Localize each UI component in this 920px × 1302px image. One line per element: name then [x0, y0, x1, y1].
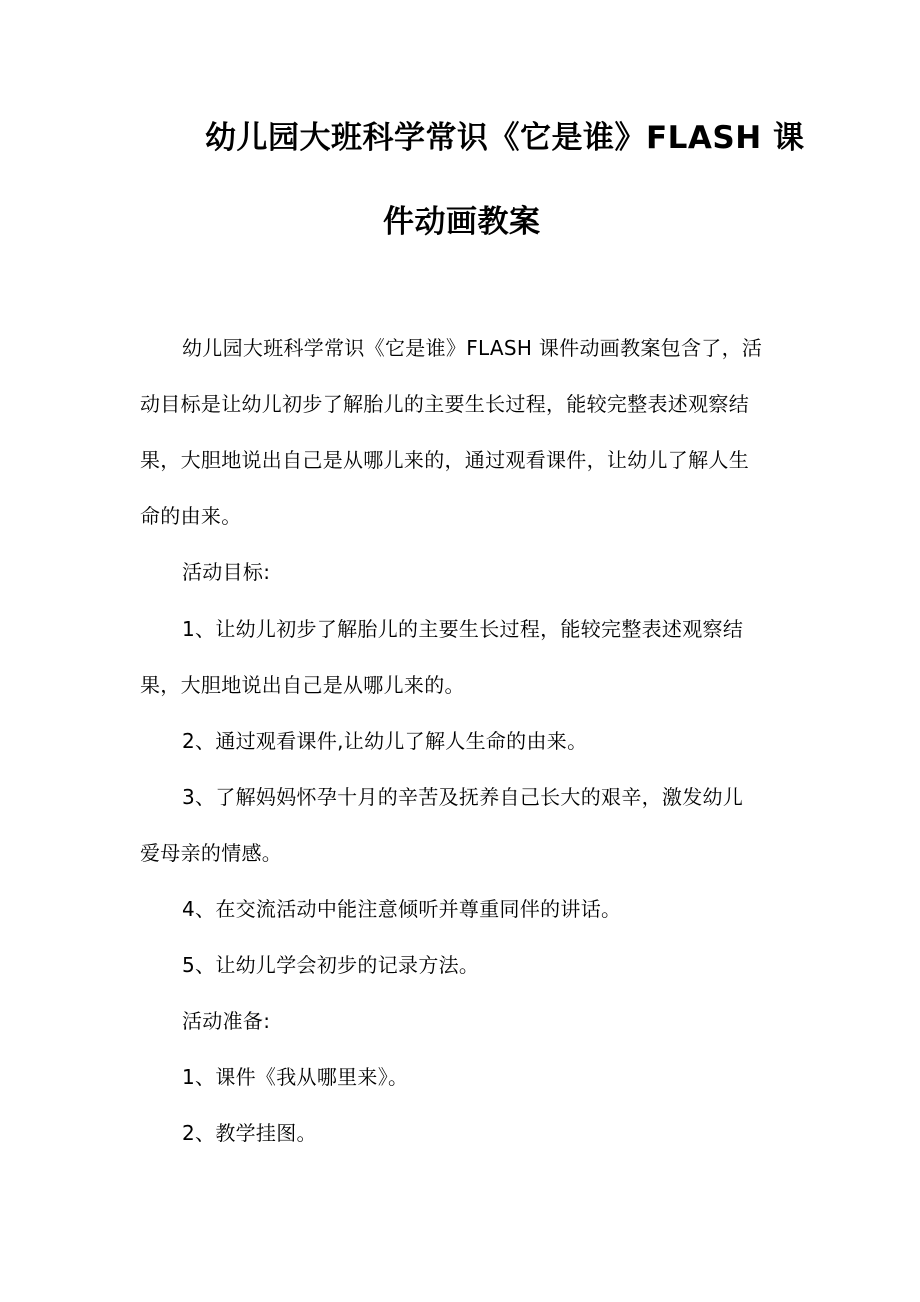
- prep-heading: 活动准备:: [182, 1009, 271, 1033]
- document-title-line-2: 件动画教案: [383, 204, 541, 240]
- intro-line: 幼儿园大班科学常识《它是谁》FLASH 课件动画教案包含了，活: [182, 336, 763, 360]
- goal-item-continued: 爱母亲的情感。: [140, 841, 283, 865]
- intro-line: 命的由来。: [140, 504, 242, 528]
- goal-item: 1、让幼儿初步了解胎儿的主要生长过程，能较完整表述观察结: [182, 617, 744, 641]
- prep-item: 1、课件《我从哪里来》。: [182, 1065, 409, 1089]
- intro-line: 果，大胆地说出自己是从哪儿来的，通过观看课件，让幼儿了解人生: [140, 448, 749, 472]
- goal-item-continued: 果，大胆地说出自己是从哪儿来的。: [140, 673, 465, 697]
- goal-item: 5、让幼儿学会初步的记录方法。: [182, 953, 480, 977]
- prep-item: 2、教学挂图。: [182, 1121, 317, 1145]
- goal-item: 4、在交流活动中能注意倾听并尊重同伴的讲话。: [182, 897, 622, 921]
- goals-heading: 活动目标:: [182, 560, 271, 584]
- intro-line: 动目标是让幼儿初步了解胎儿的主要生长过程，能较完整表述观察结: [140, 392, 749, 416]
- document-title-line-1: 幼儿园大班科学常识《它是谁》FLASH 课: [205, 120, 805, 156]
- goal-item: 3、了解妈妈怀孕十月的辛苦及抚养自己长大的艰辛，激发幼儿: [182, 785, 744, 809]
- goal-item: 2、通过观看课件,让幼儿了解人生命的由来。: [182, 729, 588, 753]
